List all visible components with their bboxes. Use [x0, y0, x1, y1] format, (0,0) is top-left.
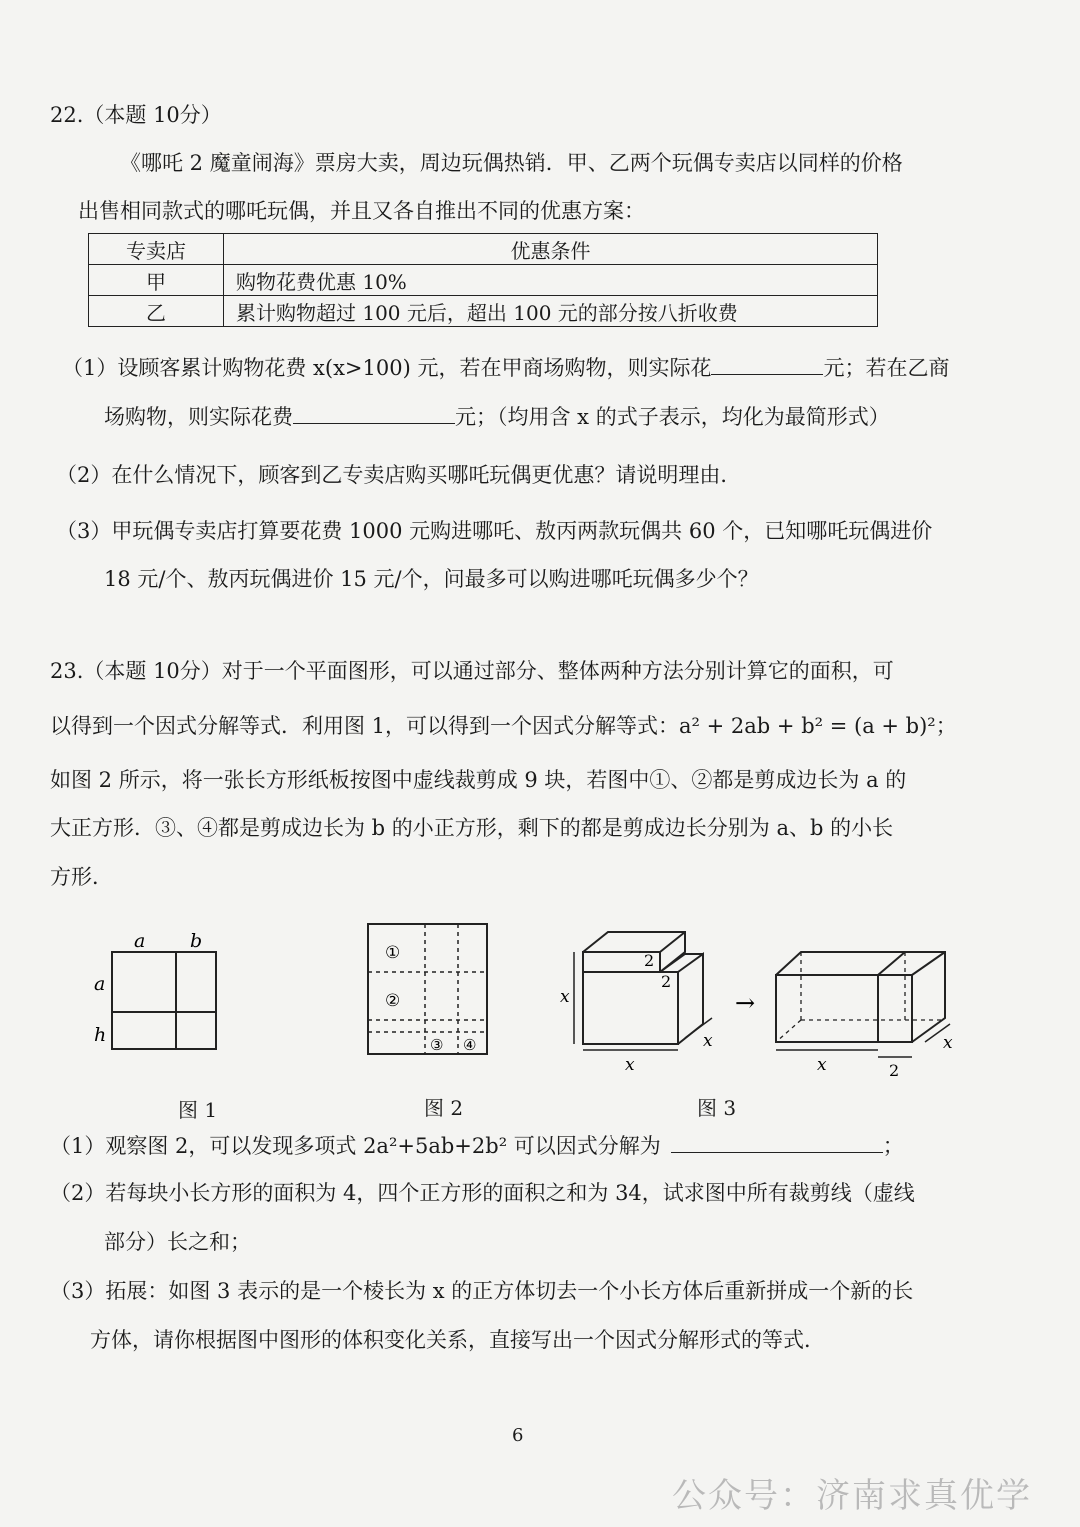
fig1-caption: 图 1 [178, 1098, 218, 1122]
fig3-label-x-bottom-2: x [817, 1055, 827, 1075]
table-header-row [89, 234, 878, 265]
table-row [89, 265, 878, 296]
fig3-label-2b: 2 [661, 972, 672, 991]
figure-1 [112, 952, 216, 1049]
q22-intro-line2: 出售相同款式的哪吒玩偶，并且又各自推出不同的优惠方案： [78, 199, 645, 223]
answer-blank[interactable] [711, 352, 823, 375]
fig1-label-top-a: a [134, 930, 146, 952]
fig2-label-4: ④ [463, 1036, 477, 1054]
condition-cell: 累计购物超过 100 元后，超出 100 元的部分按八折收费 [224, 296, 878, 327]
watermark: 公众号：济南求真优学 [672, 1476, 1032, 1516]
fig3-label-2a: 2 [644, 951, 655, 970]
q23-line3: 如图 2 所示，将一张长方形纸板按图中虚线裁剪成 9 块，若图中①、②都是剪成边长为 a 的 [50, 768, 907, 792]
fig2-caption: 图 2 [424, 1096, 464, 1120]
store-cell: 乙 [89, 296, 224, 327]
q22-part3-line1: （3）甲玩偶专卖店打算要花费 1000 元购进哪吒、敖丙两款玩偶共 60 个，已知哪吒玩偶进价 [56, 519, 933, 543]
q23-part2-line2: 部分）长之和； [104, 1230, 251, 1254]
q22-part1-text-a: （1）设顾客累计购物花费 x(x>100) 元，若在甲商场购物，则实际花 [62, 356, 712, 380]
q22-intro-line1: 《哪吒 2 魔童闹海》票房大卖，周边玩偶热销．甲、乙两个玩偶专卖店以同样的价格 [120, 151, 903, 175]
fig3-label-x-depth: x [703, 1031, 713, 1051]
fig3-arrow: → [735, 989, 756, 1017]
fig2-label-2: ② [385, 991, 401, 1011]
header-store: 专卖店 [89, 234, 224, 265]
fig3-label-x-bottom: x [625, 1055, 635, 1075]
fig3-label-x-depth-2: x [943, 1033, 953, 1053]
fig2-label-1: ① [385, 943, 401, 963]
condition-cell: 购物花费优惠 10% [224, 265, 878, 296]
q23-part1 [50, 1130, 904, 1161]
q23-line5: 方形． [50, 865, 113, 889]
fig3-caption: 图 3 [697, 1096, 737, 1120]
q22-part2: （2）在什么情况下，顾客到乙专卖店购买哪吒玩偶更优惠？请说明理由． [56, 463, 742, 487]
q23-part3-line1: （3）拓展：如图 3 表示的是一个棱长为 x 的正方体切去一个小长方体后重新拼成一个新的长 [50, 1279, 914, 1303]
q23-line2: 以得到一个因式分解等式．利用图 1，可以得到一个因式分解等式：a² + 2ab + b² = (a + b)²； [50, 714, 957, 738]
figures [0, 920, 1080, 1120]
fig1-label-side-a: a [94, 973, 106, 995]
table-row [89, 296, 878, 327]
figure-3-before [583, 932, 703, 1044]
q22-part3-line2: 18 元/个、敖丙玩偶进价 15 元/个，问最多可以购进哪吒玩偶多少个？ [104, 567, 759, 591]
q23-part3-line2: 方体，请你根据图中图形的体积变化关系，直接写出一个因式分解形式的等式． [90, 1328, 825, 1352]
q23-part1-text: （1）观察图 2，可以发现多项式 2a²+5ab+2b² 可以因式分解为 [50, 1134, 661, 1158]
q22-part1-text-b: 元；若在乙商 [823, 356, 950, 380]
q23-line4: 大正方形．③、④都是剪成边长为 b 的小正方形，剩下的都是剪成边长分别为 a、b 的小长 [50, 816, 894, 840]
header-condition: 优惠条件 [224, 234, 878, 265]
q23-part2-line1: （2）若每块小长方形的面积为 4，四个正方形的面积之和为 34，试求图中所有裁剪线（虚线 [50, 1181, 915, 1205]
figure-3-after [776, 952, 945, 1042]
q22-part1-line1 [62, 352, 949, 383]
q22-part1-text-c: 场购物，则实际花费 [104, 405, 293, 429]
fig3-label-x-side: x [560, 987, 570, 1007]
q22-part1-line2 [104, 401, 890, 432]
answer-blank[interactable] [671, 1130, 883, 1153]
store-cell: 甲 [89, 265, 224, 296]
discount-table [88, 233, 878, 327]
fig3-label-2c: 2 [889, 1061, 900, 1080]
page-number: 6 [512, 1425, 524, 1446]
fig1-label-top-b: b [190, 930, 203, 952]
fig2-label-3: ③ [430, 1036, 444, 1054]
q22-header: 22.（本题 10分） [50, 103, 222, 127]
answer-blank[interactable] [293, 401, 455, 424]
q23-part1-end: ； [882, 1134, 904, 1158]
fig1-label-side-b: h [94, 1024, 107, 1046]
q22-part1-text-d: 元；（均用含 x 的式子表示，均化为最简形式） [455, 405, 890, 429]
q23-line1: 23.（本题 10分）对于一个平面图形，可以通过部分、整体两种方法分别计算它的面积，可 [50, 659, 894, 683]
fig3-dimension-lines [574, 952, 712, 1050]
